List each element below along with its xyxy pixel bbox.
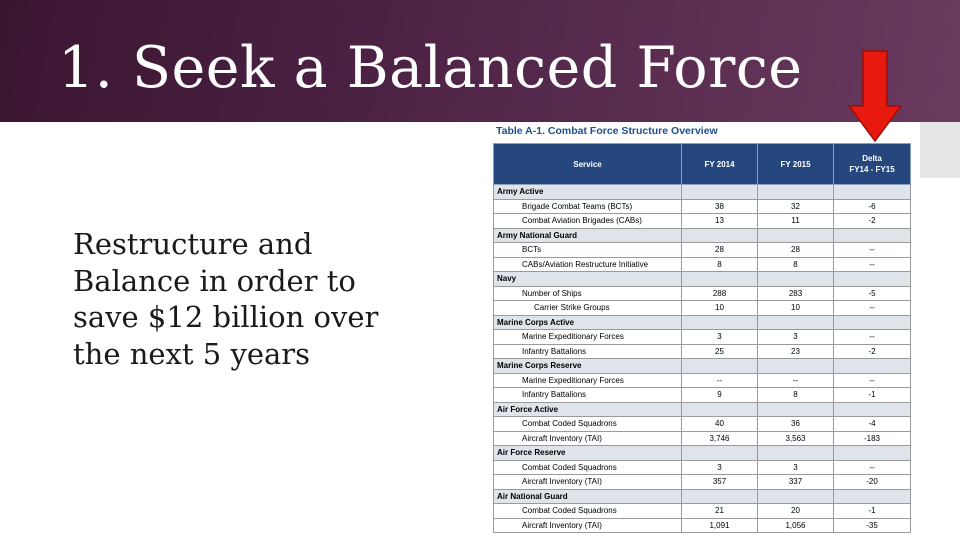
fy2015-value: 3,563: [758, 431, 834, 446]
empty-cell: [834, 185, 911, 200]
fy2014-value: --: [682, 373, 758, 388]
category-row: [494, 359, 911, 374]
category-label: Army Active: [494, 185, 682, 200]
empty-cell: [758, 228, 834, 243]
delta-value: -5: [834, 286, 911, 301]
slide-title: 1. Seek a Balanced Force: [58, 35, 803, 101]
delta-value: -2: [834, 214, 911, 229]
row-label: BCTs: [494, 243, 682, 258]
category-row: [494, 489, 911, 504]
empty-cell: [758, 272, 834, 287]
fy2015-value: --: [758, 373, 834, 388]
fy2014-value: 288: [682, 286, 758, 301]
fy2014-value: 357: [682, 475, 758, 490]
empty-cell: [758, 489, 834, 504]
table-row: [494, 388, 911, 403]
row-label: CABs/Aviation Restructure Initiative: [494, 257, 682, 272]
category-label: Marine Corps Reserve: [494, 359, 682, 374]
empty-cell: [758, 446, 834, 461]
delta-value: -1: [834, 504, 911, 519]
table-row: [494, 417, 911, 432]
empty-cell: [682, 315, 758, 330]
fy2015-value: 20: [758, 504, 834, 519]
table-row: [494, 243, 911, 258]
empty-cell: [834, 402, 911, 417]
corner-decoration: [920, 122, 960, 178]
category-label: Army National Guard: [494, 228, 682, 243]
fy2015-value: 36: [758, 417, 834, 432]
category-row: [494, 446, 911, 461]
table-row: [494, 286, 911, 301]
header-fy2014: FY 2014: [682, 144, 758, 185]
fy2014-value: 3: [682, 460, 758, 475]
row-label: Infantry Battalions: [494, 344, 682, 359]
empty-cell: [758, 359, 834, 374]
fy2014-value: 8: [682, 257, 758, 272]
row-label: Marine Expeditionary Forces: [494, 373, 682, 388]
fy2015-value: 8: [758, 388, 834, 403]
delta-value: --: [834, 460, 911, 475]
fy2015-value: 32: [758, 199, 834, 214]
fy2015-value: 3: [758, 460, 834, 475]
fy2014-value: 28: [682, 243, 758, 258]
fy2015-value: 1,056: [758, 518, 834, 533]
fy2014-value: 21: [682, 504, 758, 519]
row-label: Aircraft Inventory (TAI): [494, 431, 682, 446]
empty-cell: [834, 446, 911, 461]
body-line-4: the next 5 years: [73, 336, 311, 371]
category-label: Navy: [494, 272, 682, 287]
body-line-1: Restructure and: [73, 227, 313, 261]
fy2014-value: 38: [682, 199, 758, 214]
table-header-row: [494, 144, 911, 185]
delta-value: -35: [834, 518, 911, 533]
empty-cell: [682, 185, 758, 200]
empty-cell: [682, 272, 758, 287]
fy2014-value: 9: [682, 388, 758, 403]
delta-value: -20: [834, 475, 911, 490]
row-label: Number of Ships: [494, 286, 682, 301]
fy2015-value: 11: [758, 214, 834, 229]
body-line-3: save $12 billion over: [73, 300, 379, 334]
fy2014-value: 3,746: [682, 431, 758, 446]
category-label: Air National Guard: [494, 489, 682, 504]
header-delta-line2: FY14 - FY15: [849, 165, 895, 174]
delta-value: --: [834, 243, 911, 258]
fy2015-value: 3: [758, 330, 834, 345]
table-row: [494, 373, 911, 388]
empty-cell: [682, 228, 758, 243]
row-label: Brigade Combat Teams (BCTs): [494, 199, 682, 214]
delta-value: --: [834, 373, 911, 388]
fy2014-value: 13: [682, 214, 758, 229]
empty-cell: [834, 359, 911, 374]
row-label: Combat Coded Squadrons: [494, 504, 682, 519]
row-label: Infantry Battalions: [494, 388, 682, 403]
fy2014-value: 1,091: [682, 518, 758, 533]
fy2014-value: 40: [682, 417, 758, 432]
empty-cell: [682, 402, 758, 417]
table-caption: Table A-1. Combat Force Structure Overview: [496, 125, 718, 137]
fy2015-value: 23: [758, 344, 834, 359]
fy2014-value: 10: [682, 301, 758, 316]
table-row: [494, 460, 911, 475]
category-label: Air Force Active: [494, 402, 682, 417]
header-fy2015: FY 2015: [758, 144, 834, 185]
body-line-2: Balance in order to: [73, 263, 356, 298]
red-down-arrow-icon: [848, 50, 902, 142]
empty-cell: [758, 185, 834, 200]
row-label: Aircraft Inventory (TAI): [494, 475, 682, 490]
row-label: Aircraft Inventory (TAI): [494, 518, 682, 533]
header-delta-line1: Delta: [862, 154, 882, 163]
delta-value: -1: [834, 388, 911, 403]
empty-cell: [758, 315, 834, 330]
table-row: [494, 330, 911, 345]
fy2014-value: 25: [682, 344, 758, 359]
table-body: [494, 185, 911, 533]
category-row: [494, 185, 911, 200]
delta-value: -6: [834, 199, 911, 214]
fy2015-value: 337: [758, 475, 834, 490]
row-label: Combat Aviation Brigades (CABs): [494, 214, 682, 229]
delta-value: -2: [834, 344, 911, 359]
title-banner: [0, 0, 960, 122]
category-row: [494, 228, 911, 243]
table-row: [494, 214, 911, 229]
fy2014-value: 3: [682, 330, 758, 345]
header-service: Service: [494, 144, 682, 185]
table-row: [494, 475, 911, 490]
table-row: [494, 301, 911, 316]
slide-body-text: [73, 226, 453, 372]
fy2015-value: 10: [758, 301, 834, 316]
fy2015-value: 283: [758, 286, 834, 301]
delta-value: -4: [834, 417, 911, 432]
table-row: [494, 504, 911, 519]
empty-cell: [682, 489, 758, 504]
header-delta: [834, 144, 911, 185]
table-row: [494, 257, 911, 272]
empty-cell: [834, 315, 911, 330]
empty-cell: [758, 402, 834, 417]
row-label: Combat Coded Squadrons: [494, 460, 682, 475]
arrow-shape: [849, 51, 901, 141]
table-row: [494, 199, 911, 214]
fy2015-value: 8: [758, 257, 834, 272]
empty-cell: [834, 228, 911, 243]
empty-cell: [682, 446, 758, 461]
row-label: Combat Coded Squadrons: [494, 417, 682, 432]
category-row: [494, 402, 911, 417]
empty-cell: [682, 359, 758, 374]
empty-cell: [834, 272, 911, 287]
table-row: [494, 431, 911, 446]
table-row: [494, 518, 911, 533]
empty-cell: [834, 489, 911, 504]
table-row: [494, 344, 911, 359]
category-label: Marine Corps Active: [494, 315, 682, 330]
delta-value: --: [834, 301, 911, 316]
delta-value: --: [834, 330, 911, 345]
delta-value: -183: [834, 431, 911, 446]
fy2015-value: 28: [758, 243, 834, 258]
category-row: [494, 315, 911, 330]
delta-value: --: [834, 257, 911, 272]
category-label: Air Force Reserve: [494, 446, 682, 461]
row-label: Marine Expeditionary Forces: [494, 330, 682, 345]
category-row: [494, 272, 911, 287]
row-label: Carrier Strike Groups: [494, 301, 682, 316]
combat-force-table: [493, 143, 911, 533]
